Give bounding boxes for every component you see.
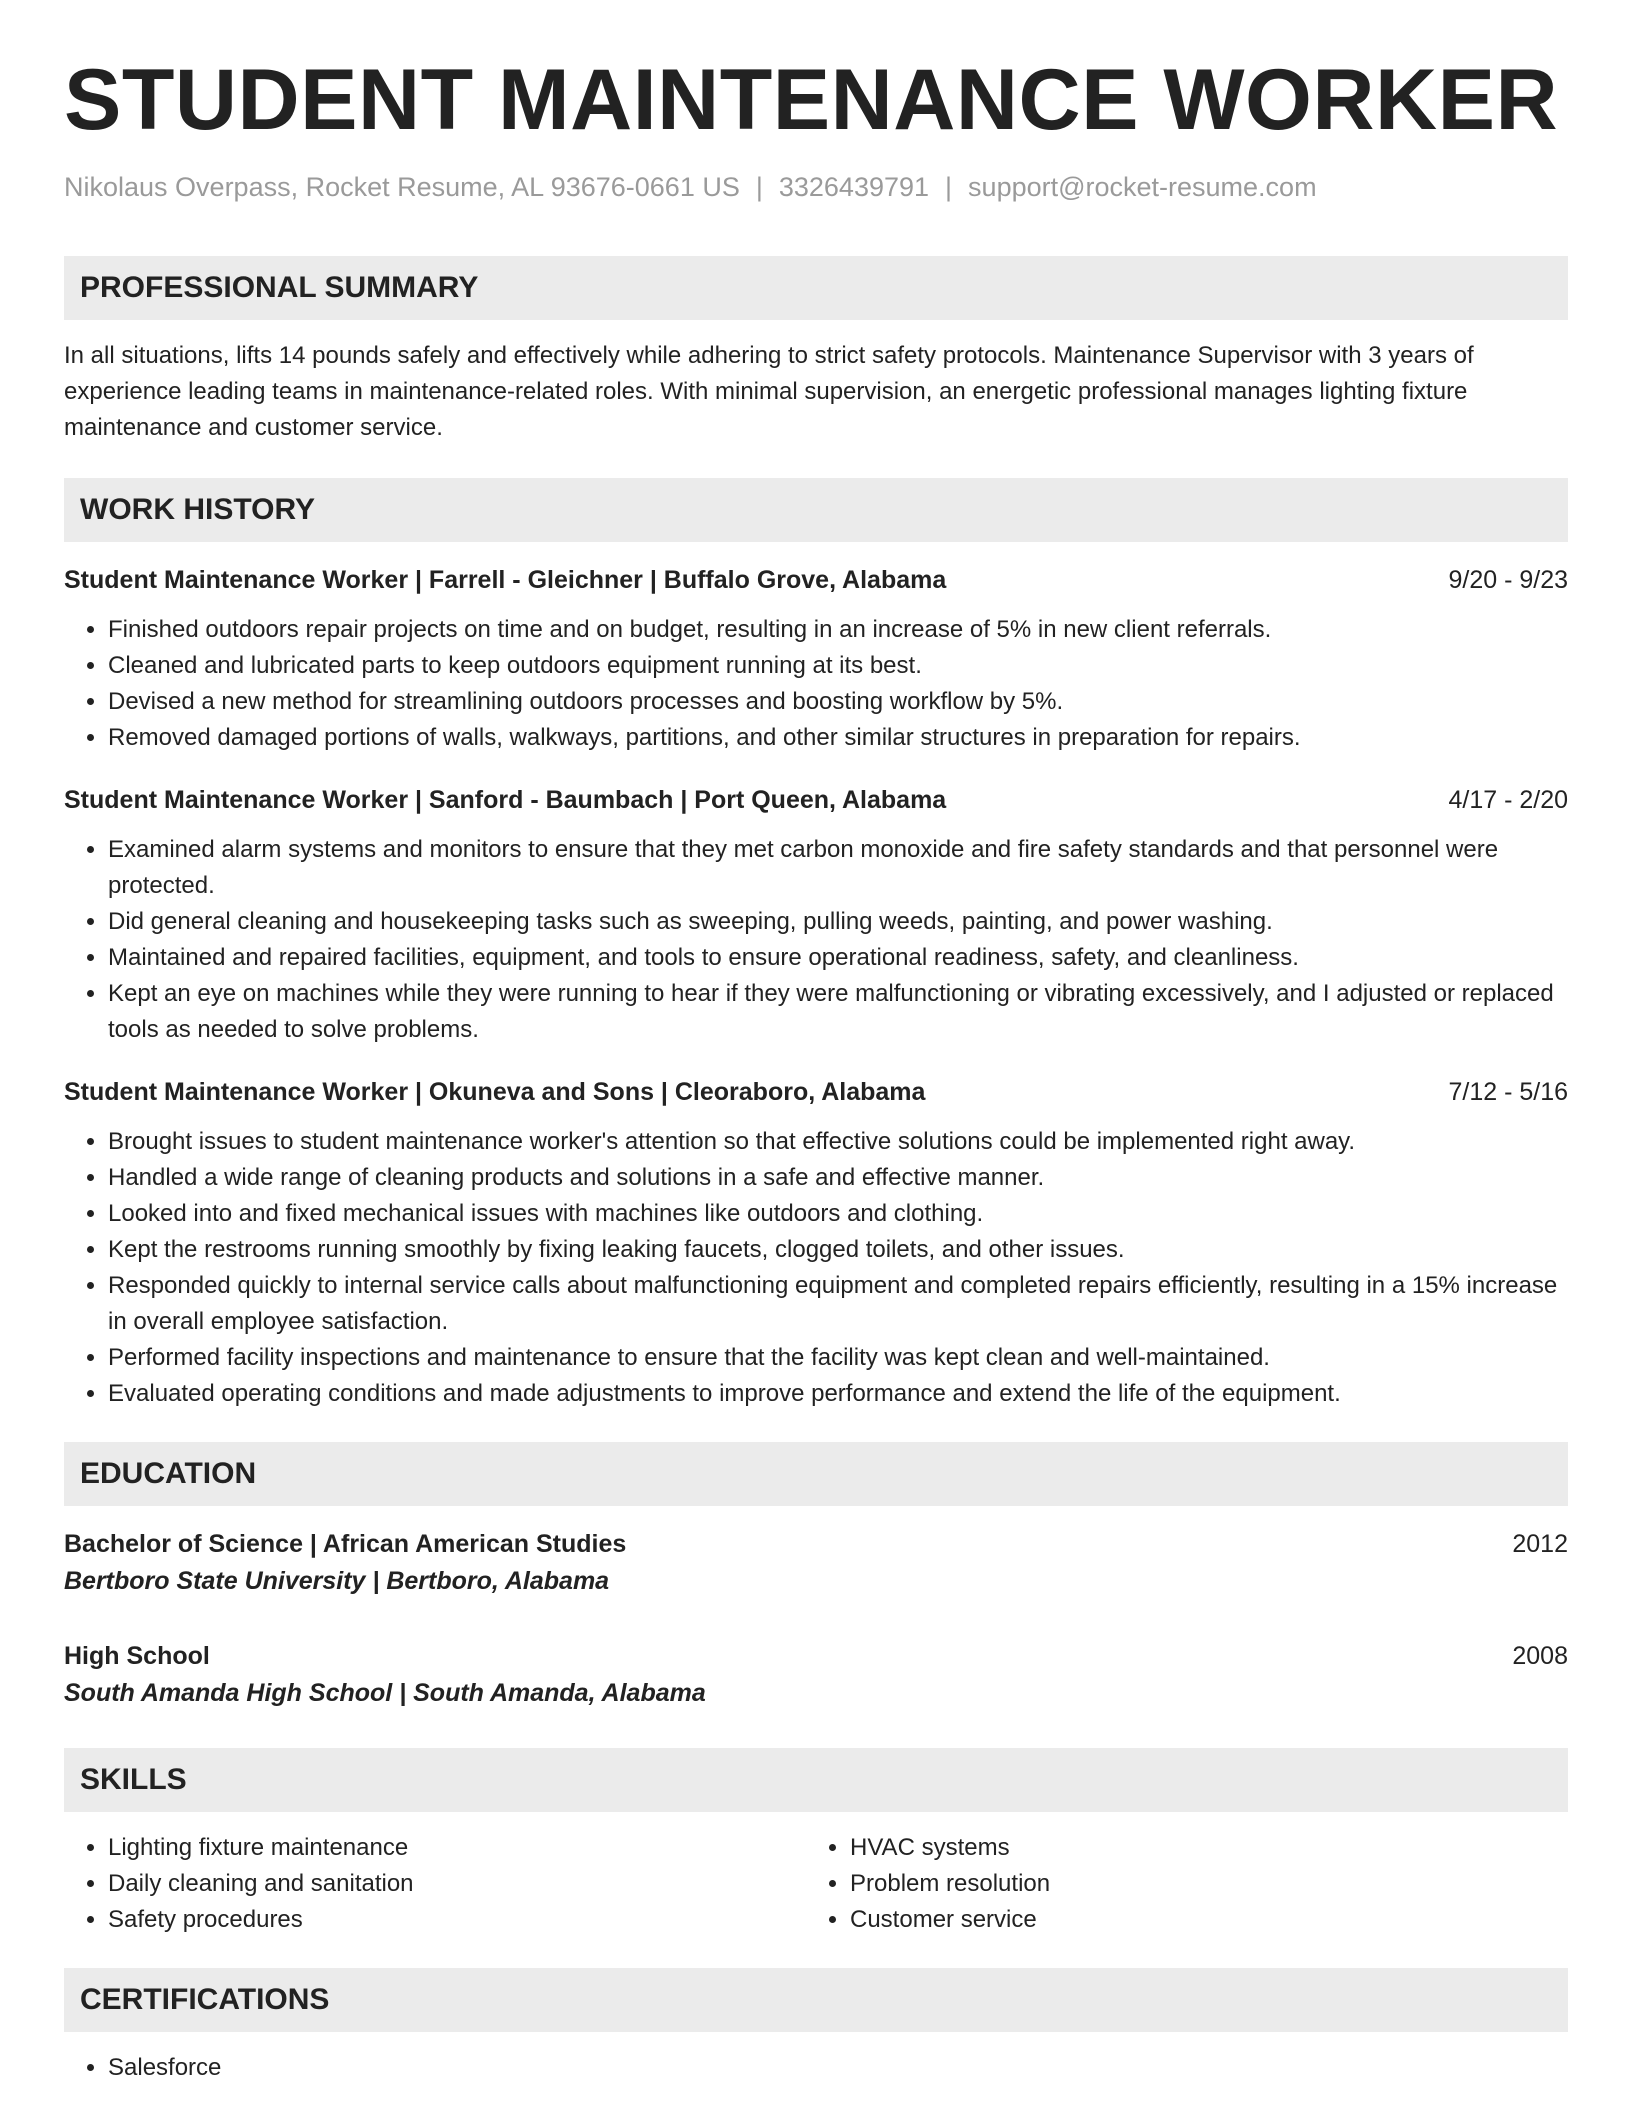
section-heading-education: EDUCATION bbox=[64, 1442, 1568, 1506]
education-header bbox=[64, 1638, 1568, 1674]
education-header bbox=[64, 1526, 1568, 1562]
job-bullet: • Maintained and repaired facilities, equipment, and tools to ensure operational readiness, safety, and cleanliness. bbox=[108, 940, 1568, 976]
education-degree: Bachelor of Science | African American Studies bbox=[64, 1530, 627, 1558]
job-dates: 4/17 - 2/20 bbox=[1448, 786, 1568, 814]
skill-item: • Customer service bbox=[850, 1902, 1548, 1938]
job-bullet: • Performed facility inspections and maintenance to ensure that the facility was kept clean and well-maintained. bbox=[108, 1340, 1568, 1376]
skill-item: • HVAC systems bbox=[850, 1830, 1548, 1866]
job-dates: 7/12 - 5/16 bbox=[1448, 1078, 1568, 1106]
skill-item: • Problem resolution bbox=[850, 1866, 1548, 1902]
job-entry bbox=[64, 1074, 1568, 1412]
job-entry bbox=[64, 782, 1568, 1048]
contact-address: Nikolaus Overpass, Rocket Resume, AL 93676-0661 US bbox=[64, 172, 740, 202]
education-school: South Amanda High School | South Amanda, Alabama bbox=[64, 1679, 706, 1707]
certifications-list bbox=[64, 2050, 1568, 2086]
skills-list-left bbox=[64, 1830, 806, 1938]
section-heading-certifications: CERTIFICATIONS bbox=[64, 1968, 1568, 2032]
job-bullet: • Brought issues to student maintenance worker's attention so that effective solutions could be implemented right away. bbox=[108, 1124, 1568, 1160]
section-heading-work-history: WORK HISTORY bbox=[64, 478, 1568, 542]
education-year: 2012 bbox=[1512, 1530, 1568, 1558]
job-bullets bbox=[64, 1124, 1568, 1412]
resume-title: STUDENT MAINTENANCE WORKER bbox=[64, 52, 1559, 148]
contact-email[interactable]: support@rocket-resume.com bbox=[968, 172, 1317, 202]
summary-text: In all situations, lifts 14 pounds safely and effectively while adhering to strict safety protocols. Maintenance Supervisor with 3 years of experience leading teams in maintenance-related roles. With minimal supervision, an energetic professional manages lighting fixture maintenance and customer service. bbox=[64, 342, 1474, 441]
contact-line bbox=[64, 170, 1568, 204]
job-bullet: • Did general cleaning and housekeeping tasks such as sweeping, pulling weeds, painting, and power washing. bbox=[108, 904, 1568, 940]
skill-item: • Safety procedures bbox=[108, 1902, 806, 1938]
job-bullet: • Examined alarm systems and monitors to ensure that they met carbon monoxide and fire safety standards and that personnel were protected. bbox=[108, 832, 1568, 904]
job-bullet: • Devised a new method for streamlining outdoors processes and boosting workflow by 5%. bbox=[108, 684, 1568, 720]
job-bullet: • Evaluated operating conditions and made adjustments to improve performance and extend the life of the equipment. bbox=[108, 1376, 1568, 1412]
job-bullet: • Looked into and fixed mechanical issues with machines like outdoors and clothing. bbox=[108, 1196, 1568, 1232]
job-bullets bbox=[64, 612, 1568, 756]
job-title: Student Maintenance Worker | Sanford - Baumbach | Port Queen, Alabama bbox=[64, 786, 947, 814]
job-dates: 9/20 - 9/23 bbox=[1448, 566, 1568, 594]
section-heading-skills: SKILLS bbox=[64, 1748, 1568, 1812]
job-bullet: • Removed damaged portions of walls, walkways, partitions, and other similar structures in preparation for repairs. bbox=[108, 720, 1568, 756]
job-bullet: • Responded quickly to internal service calls about malfunctioning equipment and completed repairs efficiently, resulting in a 15% increase in overall employee satisfaction. bbox=[108, 1268, 1568, 1340]
job-title: Student Maintenance Worker | Okuneva and Sons | Cleoraboro, Alabama bbox=[64, 1078, 926, 1106]
skill-item: • Daily cleaning and sanitation bbox=[108, 1866, 806, 1902]
job-bullet: • Kept the restrooms running smoothly by fixing leaking faucets, clogged toilets, and other issues. bbox=[108, 1232, 1568, 1268]
job-bullet: • Handled a wide range of cleaning products and solutions in a safe and effective manner. bbox=[108, 1160, 1568, 1196]
certification-item: • Salesforce bbox=[108, 2050, 1568, 2086]
education-school: Bertboro State University | Bertboro, Alabama bbox=[64, 1567, 610, 1595]
section-heading-summary: PROFESSIONAL SUMMARY bbox=[64, 256, 1568, 320]
job-bullet: • Finished outdoors repair projects on time and on budget, resulting in an increase of 5% in new client referrals. bbox=[108, 612, 1568, 648]
contact-separator: | bbox=[755, 172, 763, 202]
education-year: 2008 bbox=[1512, 1642, 1568, 1670]
job-header bbox=[64, 782, 1568, 818]
job-title: Student Maintenance Worker | Farrell - Gleichner | Buffalo Grove, Alabama bbox=[64, 566, 947, 594]
skill-item: • Lighting fixture maintenance bbox=[108, 1830, 806, 1866]
education-entry bbox=[64, 1526, 1568, 1600]
education-degree: High School bbox=[64, 1642, 210, 1670]
job-header bbox=[64, 1074, 1568, 1110]
job-entry bbox=[64, 562, 1568, 756]
resume-page bbox=[64, 50, 1568, 2086]
certifications-block bbox=[64, 2050, 1568, 2086]
job-bullet: • Cleaned and lubricated parts to keep outdoors equipment running at its best. bbox=[108, 648, 1568, 684]
contact-separator: | bbox=[945, 172, 953, 202]
contact-phone: 3326439791 bbox=[778, 172, 930, 202]
job-bullet: • Kept an eye on machines while they were running to hear if they were malfunctioning or vibrating excessively, and I adjusted or replaced tools as needed to solve problems. bbox=[108, 976, 1568, 1048]
skills-columns bbox=[64, 1830, 1568, 1938]
skills-list-right bbox=[806, 1830, 1548, 1938]
job-header bbox=[64, 562, 1568, 598]
job-bullets bbox=[64, 832, 1568, 1048]
education-entry bbox=[64, 1638, 1568, 1712]
